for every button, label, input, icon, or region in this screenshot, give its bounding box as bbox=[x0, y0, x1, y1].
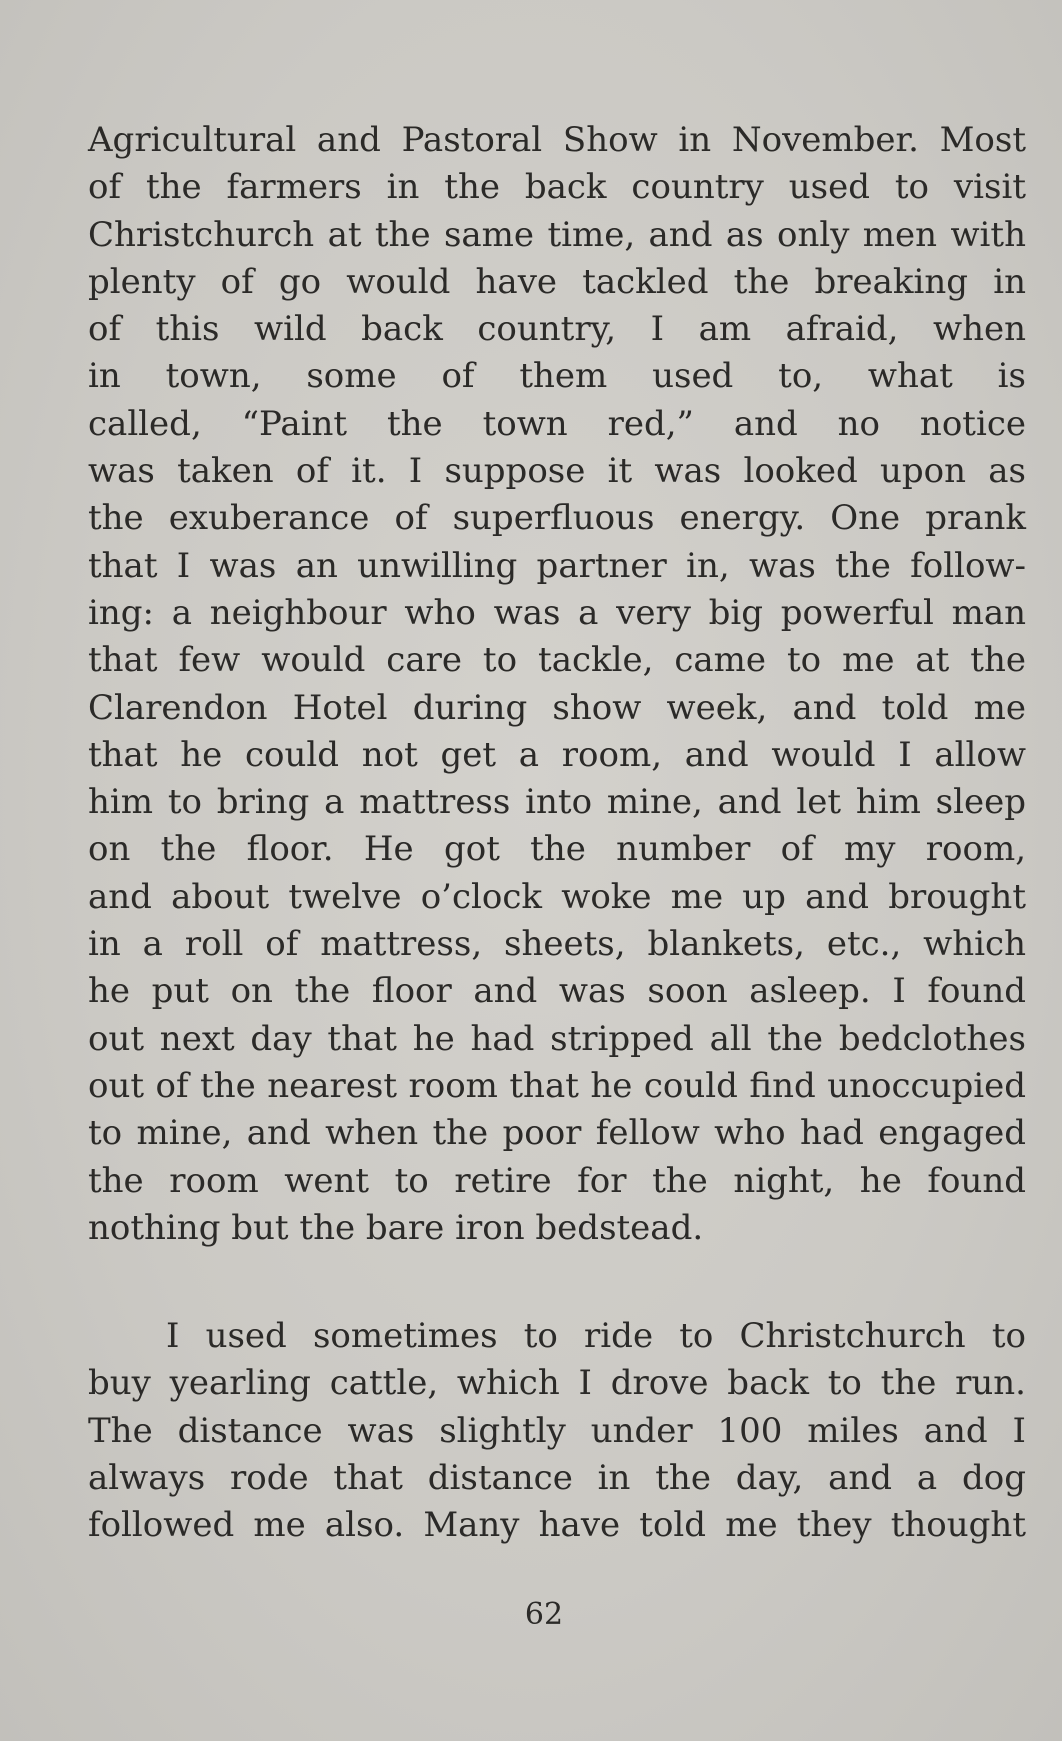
paragraph-2 bbox=[88, 1313, 1026, 1549]
text-line: followed me also. Many have told me they thought bbox=[88, 1505, 1026, 1546]
text-line: called, “Paint the town red,” and no notice bbox=[88, 403, 1026, 444]
page-number: 62 bbox=[524, 1597, 564, 1632]
text-line: and about twelve o’clock woke me up and brought bbox=[88, 876, 1026, 917]
text-line: The distance was slightly under 100 miles and I bbox=[88, 1410, 1026, 1451]
text-line: that I was an unwilling partner in, was the follow- bbox=[88, 545, 1026, 586]
text-line: him to bring a mattress into mine, and let him sleep bbox=[88, 782, 1026, 823]
text-line: in town, some of them used to, what is bbox=[88, 356, 1026, 397]
text-line: plenty of go would have tackled the breaking in bbox=[88, 261, 1026, 302]
text-line: on the floor. He got the number of my room, bbox=[88, 829, 1026, 870]
text-line: that he could not get a room, and would I allow bbox=[88, 734, 1026, 775]
text-line: buy yearling cattle, which I drove back to the run. bbox=[88, 1363, 1026, 1404]
text-line: Clarendon Hotel during show week, and told me bbox=[88, 687, 1026, 728]
text-line: to mine, and when the poor fellow who had engaged bbox=[88, 1113, 1026, 1154]
text-line: Agricultural and Pastoral Show in November. Most bbox=[88, 120, 1026, 160]
text-line: out next day that he had stripped all the bedclothes bbox=[88, 1018, 1026, 1059]
paragraph-1 bbox=[88, 117, 1026, 1252]
text-line: of the farmers in the back country used to visit bbox=[88, 167, 1026, 208]
text-line: always rode that distance in the day, and a dog bbox=[88, 1457, 1026, 1498]
text-line: he put on the floor and was soon asleep. I found bbox=[88, 971, 1026, 1012]
text-line: ing: a neighbour who was a very big powerful man bbox=[88, 592, 1026, 633]
text-line: that few would care to tackle, came to me at the bbox=[88, 640, 1026, 681]
text-line: out of the nearest room that he could find unoccupied bbox=[88, 1065, 1026, 1106]
text-line: was taken of it. I suppose it was looked upon as bbox=[88, 451, 1026, 492]
text-line: of this wild back country, I am afraid, when bbox=[88, 309, 1026, 350]
text-line: nothing but the bare iron bedstead. bbox=[88, 1207, 704, 1248]
text-line: Christchurch at the same time, and as only men with bbox=[88, 214, 1026, 255]
text-line: in a roll of mattress, sheets, blankets, etc., which bbox=[88, 924, 1026, 965]
text-line: the exuberance of superfluous energy. One prank bbox=[88, 498, 1026, 539]
text-line: I used sometimes to ride to Christchurch to bbox=[166, 1316, 1026, 1356]
text-line: the room went to retire for the night, he found bbox=[88, 1160, 1026, 1201]
